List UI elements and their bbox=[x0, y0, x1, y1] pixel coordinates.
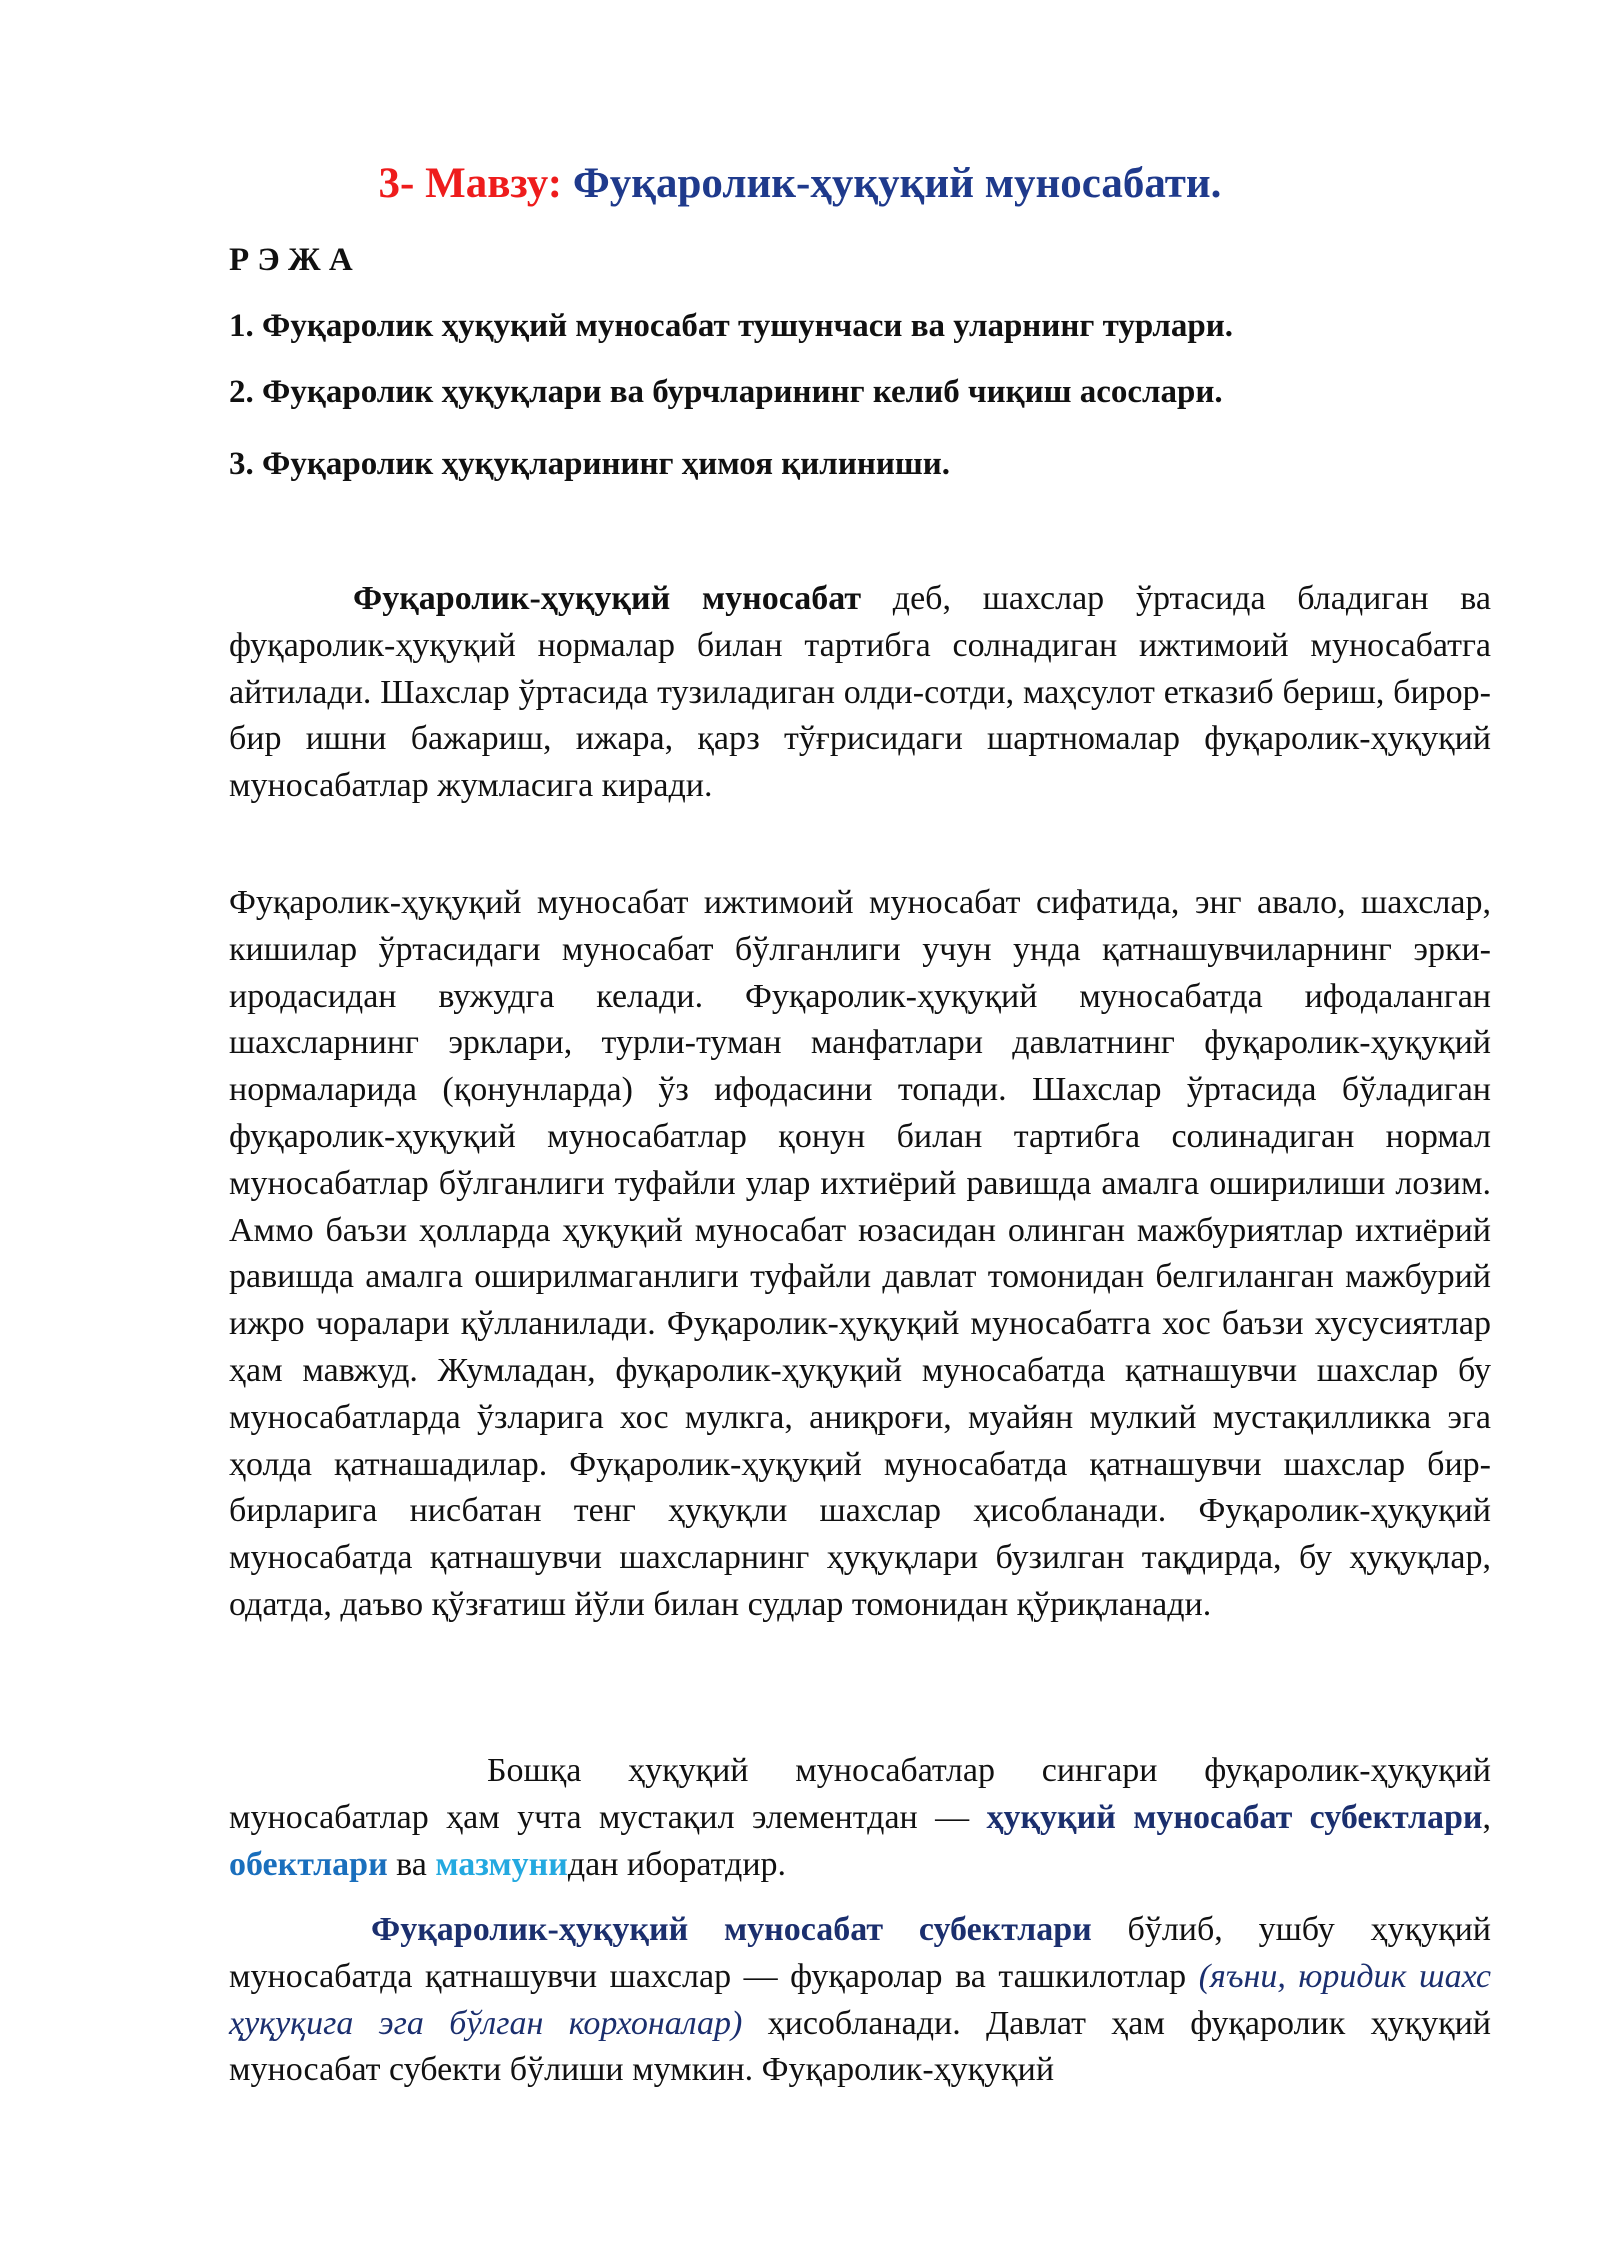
plan-item-3: 3. Фуқаролик ҳуқуқларининг ҳимоя қилиниши. bbox=[229, 446, 950, 482]
definition-text: деб, шахслар ўртасида бладиган ва фуқаролик-ҳуқуқий нормалар билан тартибга солнадиган ижтимоий муносабатга айтилади. Шахслар ўртасида тузиладиган олди-сотди, маҳсулот етказиб бериш, бирор-бир ишни бажариш, ижара, қарз тўғрисидаги шартномалар фуқаролик-ҳуқуқий муносабатлар жумласига киради. bbox=[229, 580, 1491, 805]
subjects-text-end: ҳисобланади. Давлат ҳам фуқаролик ҳуқуқий муносабат субекти бўлиши мумкин. Фуқаролик-ҳуқуқий bbox=[229, 2004, 1491, 2089]
paragraph-subjects bbox=[229, 1907, 1491, 2094]
plan-item-1: 1. Фуқаролик ҳуқуқий муносабат тушунчаси ва уларнинг турлари. bbox=[229, 308, 1234, 344]
paragraph-characteristics: Фуқаролик-ҳуқуқий муносабат ижтимоий муносабат сифатида, энг авало, шахслар, кишилар ўртасидаги муносабат бўлганлиги учун унда қатнашувчиларнинг эрки-иродасидан вужудга келади. Фуқаролик-ҳуқуқий муносабатда ифодаланган шахсларнинг эрклари, турли-туман манфатлари давлатнинг фуқаролик-ҳуқуқий нормаларида (қонунларда) ўз ифодасини топади. Шахслар ўртасида бўладиган фуқаролик-ҳуқуқий муносабатлар қонун билан тартибга солинадиган нормал муносабатлар бўлганлиги туфайли улар ихтиёрий равишда амалга оширилиши лозим. Аммо баъзи ҳолларда ҳуқуқий муносабат юзасидан олинган мажбуриятлар ихтиёрий равишда амалга оширилмаганлиги туфайли давлат томонидан белгиланган мажбурий ижро чоралари қўлланилади. Фуқаролик-ҳуқуқий муносабатга хос баъзи хусусиятлар ҳам мавжуд. Жумладан, фуқаролик-ҳуқуқий муносабатда қатнашувчи шахслар бу муносабатларда ўзларига хос мулкга, аниқроғи, муайян мулкий мустақилликка эга ҳолда қатнашадилар. Фуқаролик-ҳуқуқий муносабатда қатнашувчи шахслар бир-бирларига нисбатан тенг ҳуқуқли шахслар ҳисобланади. Фуқаролик-ҳуқуқий муносабатда қатнашувчи шахсларнинг ҳуқуқлари бузилган тақдирда, бу ҳуқуқлар, одатда, даъво қўзғатиш йўли билан судлар томонидан қўриқланади. bbox=[229, 884, 1491, 1623]
subjects-term: Фуқаролик-ҳуқуқий муносабат субектлари bbox=[371, 1911, 1092, 1948]
paragraph-elements bbox=[229, 1748, 1491, 1888]
subjects-text: бўлиб, ушбу ҳуқуқий муносабатда қатнашувчи шахслар — фуқаролар ва ташкилотлар bbox=[229, 1911, 1492, 1995]
elements-and: ва bbox=[387, 1845, 436, 1883]
paragraph-definition bbox=[229, 576, 1491, 810]
elements-tail: дан иборатдир. bbox=[567, 1845, 787, 1883]
page-title bbox=[0, 156, 1600, 212]
title-topic-name: Фуқаролик-ҳуқуқий муносабати. bbox=[572, 160, 1222, 207]
elements-objects: обектлари bbox=[229, 1845, 388, 1883]
elements-comma: , bbox=[1482, 1798, 1491, 1836]
plan-heading: Р Э Ж А bbox=[229, 242, 353, 278]
subjects-italic-note: (яъни, юридик шахс ҳуқуқига эга бўлган корхоналар) bbox=[229, 1957, 1491, 2042]
plan-item-2: 2. Фуқаролик ҳуқуқлари ва бурчларининг келиб чиқиш асослари. bbox=[229, 374, 1223, 410]
elements-text: Бошқа ҳуқуқий муносабатлар сингари фуқаролик-ҳуқуқий муносабатлар ҳам учта мустақил элементдан — bbox=[229, 1752, 1491, 1836]
elements-content: мазмуни bbox=[435, 1845, 568, 1883]
definition-term: Фуқаролик-ҳуқуқий муносабат bbox=[353, 580, 862, 617]
title-topic-prefix: 3- Мавзу: bbox=[378, 160, 573, 207]
elements-subjects: ҳуқуқий муносабат субектлари bbox=[986, 1798, 1483, 1836]
